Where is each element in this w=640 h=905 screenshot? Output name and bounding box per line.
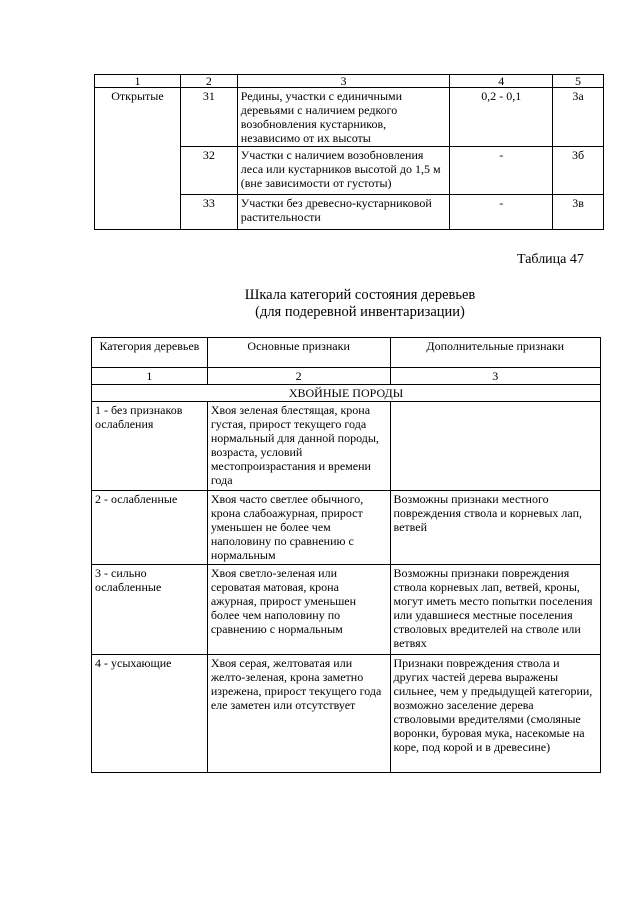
code-cell: 32 — [180, 147, 237, 195]
description-cell: Участки с наличием возобновления леса или кустарников высотой до 1,5 м (вне зависимости от густоты) — [237, 147, 450, 195]
land-category-table — [94, 74, 604, 230]
main-signs-cell: Хвоя зеленая блестящая, крона густая, прирост текущего года нормальный для данной породы, возраста, условий местопроизрастания и времени года — [207, 402, 390, 491]
density-cell: - — [450, 195, 553, 230]
description-cell: Редины, участки с единичными деревьями с наличием редкого возобновления кустарников, независимо от их высоты — [237, 88, 450, 147]
title-line-1: Шкала категорий состояния деревьев — [244, 287, 476, 303]
column-number: 1 — [92, 368, 208, 385]
main-signs-cell: Хвоя часто светлее обычного, крона слабоажурная, прирост уменьшен не более чем наполовину по сравнению с нормальным — [207, 491, 390, 565]
extra-signs-cell — [390, 402, 601, 491]
table-header-row — [95, 75, 604, 88]
table-row — [92, 402, 601, 491]
column-number: 2 — [207, 368, 390, 385]
table-row — [92, 655, 601, 773]
extra-signs-cell: Признаки повреждения ствола и других частей дерева выражены сильнее, чем у предыдущей категории, возможно заселение дерева стволовыми вредителями (смоляные воронки, буровая мука, насекомые на коре, под корой и в древесине) — [390, 655, 601, 773]
category-cell: 4 - усыхающие — [92, 655, 208, 773]
table-row — [92, 565, 601, 655]
column-number: 3 — [390, 368, 601, 385]
tree-condition-table — [91, 337, 601, 773]
code-cell: 33 — [180, 195, 237, 230]
header-cell: 2 — [180, 75, 237, 88]
density-cell: 0,2 - 0,1 — [450, 88, 553, 147]
main-signs-cell: Хвоя серая, желтоватая или желто-зеленая, крона заметно изрежена, прирост текущего года еле заметен или отсутствует — [207, 655, 390, 773]
section-row — [92, 385, 601, 402]
density-cell: - — [450, 147, 553, 195]
title-line-2: (для подеревной инвентаризации) — [255, 304, 465, 320]
header-cell: Дополнительные признаки — [390, 338, 601, 368]
description-cell: Участки без древесно-кустарниковой растительности — [237, 195, 450, 230]
header-cell: 5 — [553, 75, 604, 88]
category-cell: 2 - ослабленные — [92, 491, 208, 565]
header-cell: Категория деревьев — [92, 338, 208, 368]
header-cell: 4 — [450, 75, 553, 88]
header-cell: 3 — [237, 75, 450, 88]
category-cell: 1 - без признаков ослабления — [92, 402, 208, 491]
header-cell: 1 — [95, 75, 181, 88]
main-signs-cell: Хвоя светло-зеленая или сероватая матовая, крона ажурная, прирост уменьшен более чем наполовину по сравнению с нормальным — [207, 565, 390, 655]
category-cell: Открытые — [95, 88, 181, 230]
header-cell: Основные признаки — [207, 338, 390, 368]
table-number-label: Таблица 47 — [517, 252, 584, 267]
category-cell: 3 - сильно ослабленные — [92, 565, 208, 655]
table-row — [92, 491, 601, 565]
table-row — [95, 88, 604, 147]
group-cell: 3б — [553, 147, 604, 195]
section-heading: ХВОЙНЫЕ ПОРОДЫ — [92, 385, 601, 402]
group-cell: 3в — [553, 195, 604, 230]
extra-signs-cell: Возможны признаки местного повреждения ствола и корневых лап, ветвей — [390, 491, 601, 565]
group-cell: 3а — [553, 88, 604, 147]
code-cell: 31 — [180, 88, 237, 147]
column-number-row — [92, 368, 601, 385]
extra-signs-cell: Возможны признаки повреждения ствола корневых лап, ветвей, кроны, могут иметь место попытки поселения или удавшиеся местные поселения стволовых вредителей на стволе или ветвях — [390, 565, 601, 655]
table-header-row — [92, 338, 601, 368]
table-title — [0, 287, 640, 321]
